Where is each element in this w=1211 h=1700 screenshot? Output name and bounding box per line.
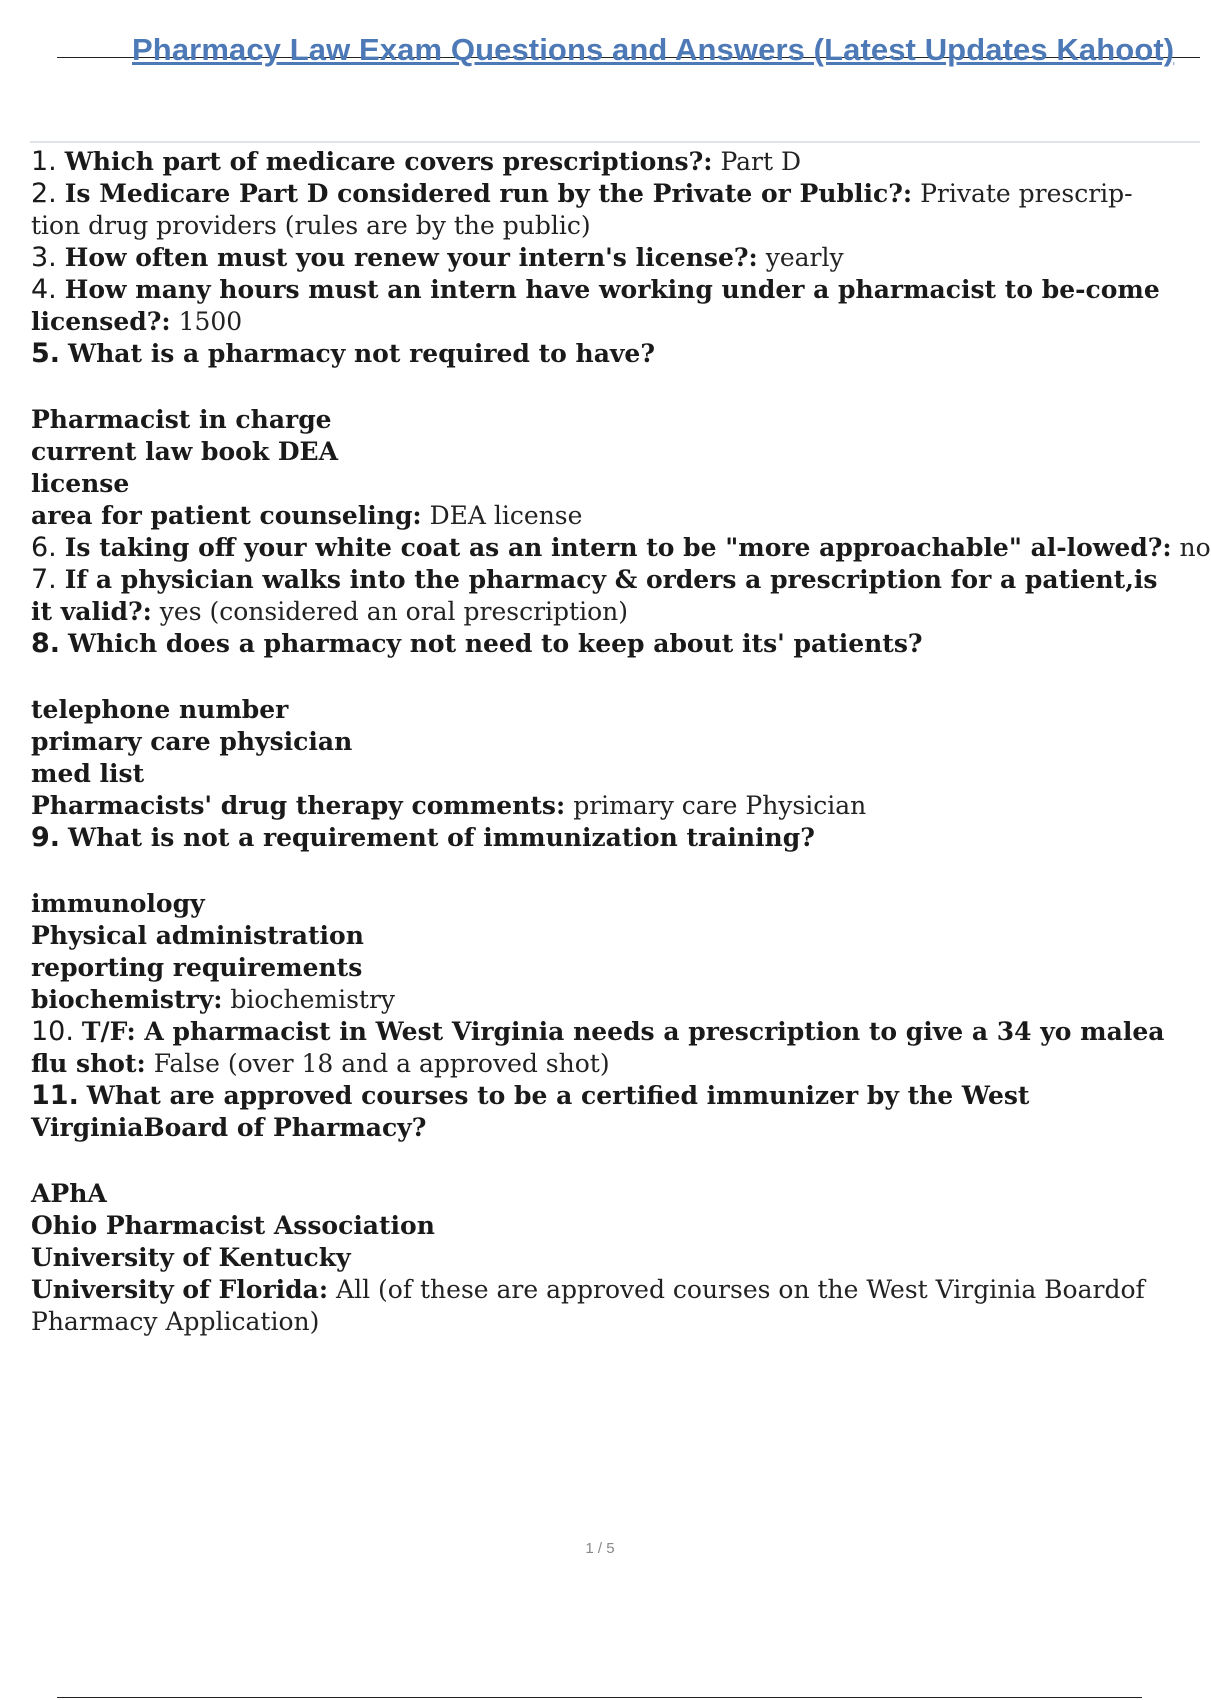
question-text: What is not a requirement of immunization training? bbox=[68, 823, 815, 852]
answer-text: DEA license bbox=[429, 501, 583, 530]
question-7 bbox=[31, 564, 1181, 628]
question-1 bbox=[31, 146, 1181, 178]
question-9 bbox=[31, 822, 1181, 854]
question-6 bbox=[31, 532, 1211, 564]
question-text: What are approved courses to be a certified immunizer by the West VirginiaBoard of Pharmacy? bbox=[31, 1081, 1030, 1142]
question-number: 4. bbox=[31, 274, 57, 305]
question-5 bbox=[31, 338, 1181, 370]
option: University of Kentucky bbox=[31, 1243, 351, 1272]
option: University of Florida: bbox=[31, 1275, 329, 1304]
answer-text: no bbox=[1179, 533, 1211, 562]
question-number: 2. bbox=[31, 178, 57, 209]
option-with-answer bbox=[31, 500, 1181, 532]
answer-text: All (of these are approved courses on the West Virginia Boardof Pharmacy Application) bbox=[31, 1275, 1145, 1336]
answer-text: Part D bbox=[720, 147, 802, 176]
question-number: 10. bbox=[31, 1016, 74, 1047]
option: med list bbox=[31, 759, 145, 788]
spacer bbox=[31, 370, 1181, 404]
question-text: If a physician walks into the pharmacy & orders a prescription for a patient,is it valid?: bbox=[31, 565, 1158, 626]
answer-text: primary care Physician bbox=[573, 791, 867, 820]
question-4 bbox=[31, 274, 1181, 338]
question-3 bbox=[31, 242, 1181, 274]
question-text: How many hours must an intern have working under a pharmacist to be-come licensed?: bbox=[31, 275, 1160, 336]
option: telephone number bbox=[31, 695, 289, 724]
option: area for patient counseling: bbox=[31, 501, 422, 530]
spacer bbox=[31, 660, 1181, 694]
answer-text: yes (considered an oral prescription) bbox=[159, 597, 628, 626]
question-text: Is Medicare Part D considered run by the Private or Public?: bbox=[64, 179, 913, 208]
question-10 bbox=[31, 1016, 1181, 1080]
question-number: 11. bbox=[31, 1080, 79, 1111]
question-text: What is a pharmacy not required to have? bbox=[68, 339, 655, 368]
option: Ohio Pharmacist Association bbox=[31, 1211, 435, 1240]
option: reporting requirements bbox=[31, 953, 363, 982]
option-with-answer bbox=[31, 1274, 1181, 1338]
question-text: T/F: A pharmacist in West Virginia needs a prescription to give a 34 yo malea flu shot: bbox=[31, 1017, 1165, 1078]
question-11 bbox=[31, 1080, 1181, 1144]
question-number: 9. bbox=[31, 822, 61, 853]
option: APhA bbox=[31, 1179, 107, 1208]
spacer bbox=[31, 854, 1181, 888]
page-indicator: 1 / 5 bbox=[585, 1540, 615, 1557]
question-number: 8. bbox=[31, 628, 61, 659]
document-title[interactable]: Pharmacy Law Exam Questions and Answers (Latest Updates Kahoot) bbox=[132, 32, 1175, 67]
answer-text: biochemistry bbox=[230, 985, 396, 1014]
answer-text: 1500 bbox=[178, 307, 243, 336]
question-2 bbox=[31, 178, 1181, 242]
question-text: Which does a pharmacy not need to keep about its' patients? bbox=[68, 629, 923, 658]
option: Pharmacist in charge bbox=[31, 405, 332, 434]
answer-text: False (over 18 and a approved shot) bbox=[153, 1049, 610, 1078]
question-text: Is taking off your white coat as an intern to be "more approachable" al-lowed?: bbox=[64, 533, 1172, 562]
footer-rule bbox=[57, 1697, 1142, 1698]
question-number: 6. bbox=[31, 532, 57, 563]
question-number: 7. bbox=[31, 564, 57, 595]
question-text: Which part of medicare covers prescriptions?: bbox=[64, 147, 713, 176]
option: biochemistry: bbox=[31, 985, 223, 1014]
option: primary care physician bbox=[31, 727, 353, 756]
option: Physical administration bbox=[31, 921, 364, 950]
question-text: How often must you renew your intern's license?: bbox=[64, 243, 758, 272]
option-with-answer bbox=[31, 790, 1181, 822]
answer-text: yearly bbox=[765, 243, 844, 272]
question-8 bbox=[31, 628, 1181, 660]
option: current law book DEA bbox=[31, 437, 338, 466]
question-number: 1. bbox=[31, 146, 57, 177]
option-with-answer bbox=[31, 984, 1181, 1016]
question-number: 3. bbox=[31, 242, 57, 273]
answer-text: Private prescrip-tion drug providers (rules are by the public) bbox=[31, 179, 1133, 240]
spacer bbox=[31, 1144, 1181, 1178]
option: license bbox=[31, 469, 130, 498]
option: Pharmacists' drug therapy comments: bbox=[31, 791, 566, 820]
question-list bbox=[31, 146, 1211, 1338]
question-number: 5. bbox=[31, 338, 61, 369]
option: immunology bbox=[31, 889, 205, 918]
header-divider bbox=[30, 141, 1200, 143]
